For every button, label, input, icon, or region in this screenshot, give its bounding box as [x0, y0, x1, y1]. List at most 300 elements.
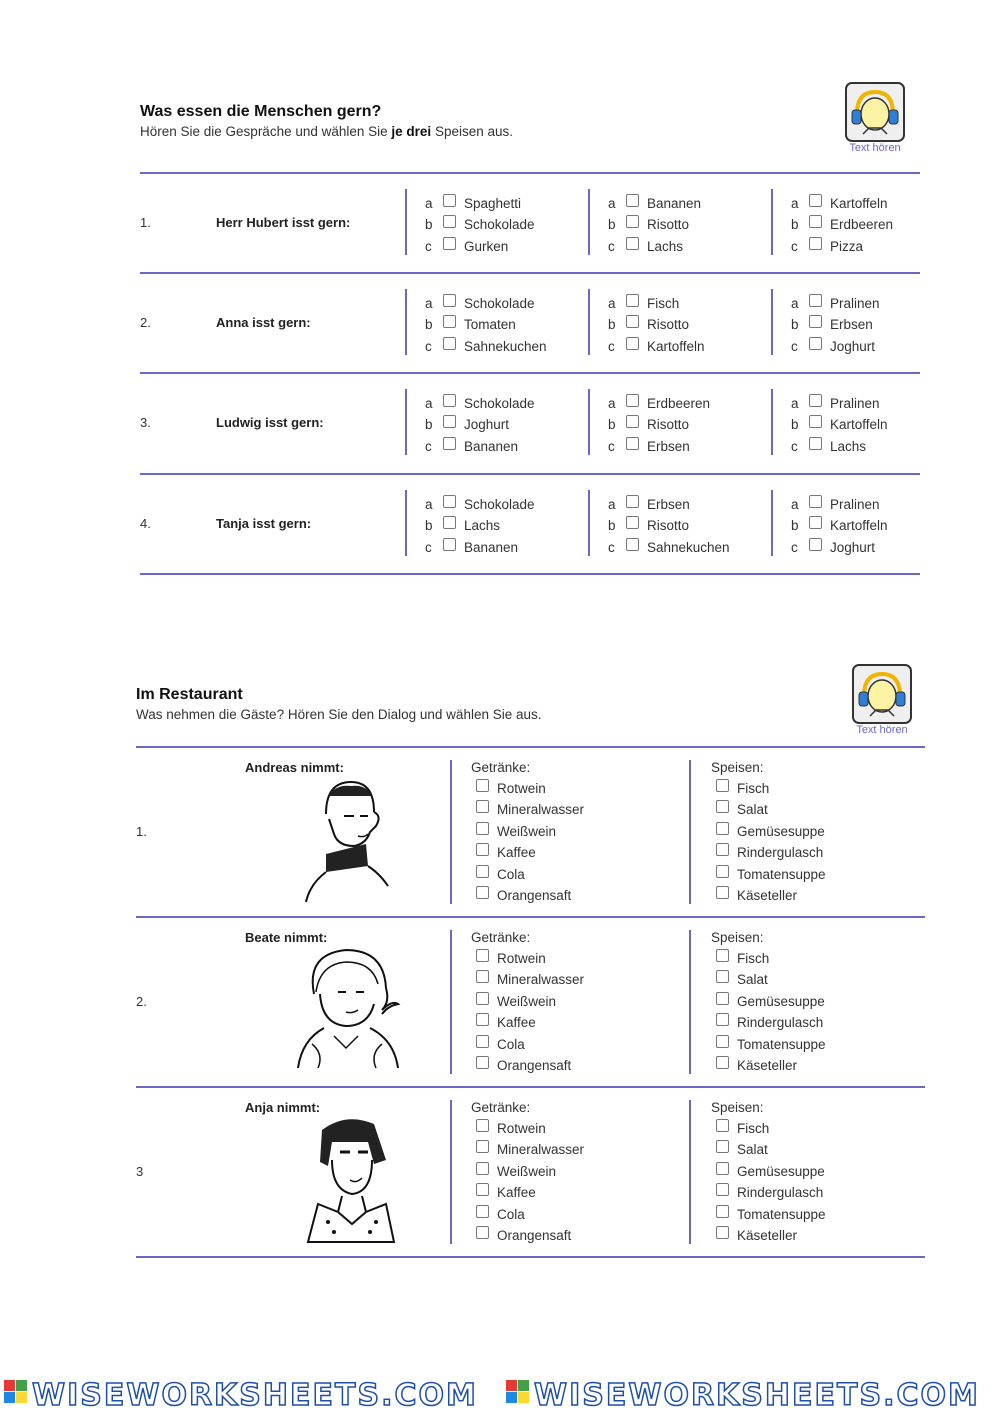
food-option[interactable] — [425, 493, 535, 515]
food-option[interactable] — [425, 292, 535, 314]
row-number: 3. — [140, 415, 151, 430]
option-checkbox[interactable] — [809, 237, 822, 250]
option-checkbox[interactable] — [716, 1013, 729, 1026]
option-checkbox[interactable] — [716, 843, 729, 856]
drink-option[interactable] — [476, 969, 584, 991]
headphones-icon — [845, 82, 905, 142]
option-label: Käseteller — [737, 888, 798, 903]
dish-option[interactable] — [716, 842, 823, 864]
food-option[interactable] — [608, 515, 689, 537]
option-label: Tomaten — [464, 317, 516, 332]
option-letter: a — [425, 295, 433, 311]
row-divider — [140, 372, 920, 374]
option-letter: c — [425, 338, 432, 354]
food-option[interactable] — [425, 536, 518, 558]
option-label: Schokolade — [464, 395, 535, 411]
option-label: Fisch — [737, 1120, 770, 1136]
option-checkbox[interactable] — [443, 415, 456, 428]
option-checkbox[interactable] — [626, 495, 639, 508]
column-divider — [689, 760, 691, 904]
option-letter: c — [425, 539, 432, 555]
drink-option[interactable] — [476, 1160, 556, 1182]
drink-option[interactable] — [476, 863, 525, 885]
option-letter: b — [791, 417, 799, 432]
option-checkbox[interactable] — [443, 215, 456, 228]
drink-option[interactable] — [476, 777, 546, 799]
option-checkbox[interactable] — [443, 194, 456, 207]
option-label: Kartoffeln — [647, 338, 705, 354]
option-letter: b — [608, 317, 616, 332]
option-letter: b — [791, 518, 799, 533]
row-divider — [136, 916, 925, 918]
instructions-emphasis: je drei — [391, 124, 432, 139]
option-checkbox[interactable] — [716, 1183, 729, 1196]
row-number: 1. — [136, 824, 147, 839]
food-option[interactable] — [608, 536, 730, 558]
option-label: Risotto — [647, 417, 690, 432]
option-letter: c — [608, 438, 615, 454]
option-label: Weißwein — [497, 993, 557, 1009]
option-checkbox[interactable] — [626, 294, 639, 307]
food-header: Speisen: — [711, 1100, 764, 1115]
option-checkbox[interactable] — [716, 1162, 729, 1175]
food-option[interactable] — [608, 192, 701, 214]
option-checkbox[interactable] — [476, 1205, 489, 1218]
drink-option[interactable] — [476, 947, 546, 969]
option-checkbox[interactable] — [443, 437, 456, 450]
option-checkbox[interactable] — [476, 1140, 489, 1153]
option-checkbox[interactable] — [716, 949, 729, 962]
food-option[interactable] — [791, 214, 893, 236]
option-label: Lachs — [647, 238, 684, 254]
option-letter: b — [425, 317, 433, 332]
option-checkbox[interactable] — [443, 337, 456, 350]
food-option[interactable] — [425, 214, 535, 236]
option-letter: b — [608, 217, 616, 232]
food-option[interactable] — [791, 493, 880, 515]
drinks-header: Getränke: — [471, 1100, 531, 1115]
person-label: Anja nimmt: — [245, 1100, 321, 1115]
drink-option[interactable] — [476, 1182, 536, 1204]
food-option[interactable] — [608, 392, 710, 414]
dish-option[interactable] — [716, 1117, 769, 1139]
food-option[interactable] — [608, 335, 705, 357]
option-letter: c — [608, 539, 615, 555]
option-label: Schokolade — [464, 295, 535, 311]
food-option[interactable] — [608, 435, 690, 457]
section2-instructions: Was nehmen die Gäste? Hören Sie den Dialog und wählen Sie aus. — [136, 707, 542, 722]
person-label: Anna isst gern: — [216, 315, 311, 330]
column-divider — [450, 1100, 452, 1244]
option-label: Bananen — [464, 539, 519, 555]
section2-title: Im Restaurant — [136, 686, 243, 703]
row-number: 3 — [136, 1164, 144, 1179]
row-number: 4. — [140, 516, 151, 531]
drink-option[interactable] — [476, 1117, 546, 1139]
option-checkbox[interactable] — [716, 1119, 729, 1132]
option-label: Gemüsesuppe — [737, 823, 825, 839]
dish-option[interactable] — [716, 1033, 826, 1055]
option-checkbox[interactable] — [809, 194, 822, 207]
drinks-header: Getränke: — [471, 760, 531, 775]
option-letter: a — [791, 395, 799, 411]
option-letter: c — [791, 338, 798, 354]
person-label: Ludwig isst gern: — [216, 415, 324, 430]
column-divider — [450, 760, 452, 904]
option-label: Orangensaft — [497, 1228, 572, 1243]
food-option[interactable] — [791, 392, 880, 414]
option-label: Pralinen — [830, 295, 880, 311]
option-letter: b — [608, 518, 616, 533]
section1-instructions — [140, 124, 513, 139]
option-label: Sahnekuchen — [464, 338, 547, 354]
dish-option[interactable] — [716, 969, 768, 991]
food-option[interactable] — [425, 392, 535, 414]
food-option[interactable] — [791, 314, 873, 336]
dish-option[interactable] — [716, 820, 825, 842]
option-checkbox[interactable] — [626, 516, 639, 529]
column-divider — [405, 389, 407, 455]
option-label: Mineralwasser — [497, 802, 585, 817]
food-option[interactable] — [425, 192, 521, 214]
drink-option[interactable] — [476, 799, 584, 821]
option-checkbox[interactable] — [626, 538, 639, 551]
food-option[interactable] — [791, 435, 866, 457]
row-number: 1. — [140, 215, 151, 230]
instructions-part1: Hören Sie die Gespräche und wählen Sie — [140, 124, 392, 139]
option-label: Joghurt — [830, 539, 876, 555]
food-option[interactable] — [608, 214, 689, 236]
drinks-header: Getränke: — [471, 930, 531, 945]
column-divider — [405, 490, 407, 556]
option-label: Cola — [497, 1036, 525, 1052]
option-letter: b — [425, 518, 433, 533]
option-letter: c — [425, 438, 432, 454]
option-checkbox[interactable] — [809, 394, 822, 407]
option-letter: b — [791, 217, 799, 232]
option-label: Mineralwasser — [497, 972, 585, 987]
option-checkbox[interactable] — [443, 516, 456, 529]
food-option[interactable] — [608, 314, 689, 336]
food-option[interactable] — [791, 536, 875, 558]
column-divider — [771, 289, 773, 355]
andreas-portrait-image — [296, 774, 396, 904]
person-label: Andreas nimmt: — [245, 760, 344, 775]
option-checkbox[interactable] — [716, 992, 729, 1005]
option-checkbox[interactable] — [476, 1119, 489, 1132]
option-checkbox[interactable] — [476, 949, 489, 962]
food-option[interactable] — [608, 493, 690, 515]
listen-audio-label[interactable]: Text hören — [849, 142, 901, 154]
food-option[interactable] — [425, 435, 518, 457]
option-label: Pizza — [830, 238, 864, 254]
option-label: Rindergulasch — [737, 1015, 824, 1030]
option-checkbox[interactable] — [476, 865, 489, 878]
option-letter: a — [608, 395, 616, 411]
option-label: Lachs — [464, 518, 501, 533]
option-checkbox[interactable] — [476, 970, 489, 983]
column-divider — [689, 930, 691, 1074]
food-option[interactable] — [791, 192, 888, 214]
food-option[interactable] — [791, 335, 875, 357]
dish-option[interactable] — [716, 885, 797, 907]
option-checkbox[interactable] — [626, 237, 639, 250]
dish-option[interactable] — [716, 1225, 797, 1247]
food-option[interactable] — [791, 292, 880, 314]
option-label: Orangensaft — [497, 888, 572, 903]
beate-portrait-image — [294, 944, 402, 1072]
food-option[interactable] — [425, 515, 500, 537]
option-letter: a — [425, 496, 433, 512]
column-divider — [588, 389, 590, 455]
option-checkbox[interactable] — [626, 415, 639, 428]
option-checkbox[interactable] — [809, 415, 822, 428]
drink-option[interactable] — [476, 1033, 525, 1055]
option-checkbox[interactable] — [626, 437, 639, 450]
option-letter: c — [791, 539, 798, 555]
option-label: Erbsen — [830, 317, 873, 332]
dish-option[interactable] — [716, 947, 769, 969]
option-label: Erbsen — [647, 496, 690, 512]
option-checkbox[interactable] — [809, 337, 822, 350]
option-checkbox[interactable] — [476, 1056, 489, 1069]
option-label: Salat — [737, 802, 768, 817]
person-label: Tanja isst gern: — [216, 516, 312, 531]
food-header: Speisen: — [711, 930, 764, 945]
option-letter: b — [425, 217, 433, 232]
option-checkbox[interactable] — [809, 516, 822, 529]
footer-watermark — [0, 1372, 1000, 1413]
option-label: Kartoffeln — [830, 417, 888, 432]
headphones-icon — [852, 664, 912, 724]
option-checkbox[interactable] — [626, 194, 639, 207]
dish-option[interactable] — [716, 1182, 823, 1204]
option-checkbox[interactable] — [476, 779, 489, 792]
option-label: Kaffee — [497, 845, 536, 860]
food-option[interactable] — [608, 292, 679, 314]
dish-option[interactable] — [716, 1055, 797, 1077]
option-checkbox[interactable] — [443, 315, 456, 328]
option-letter: a — [608, 496, 616, 512]
food-option[interactable] — [608, 414, 689, 436]
option-checkbox[interactable] — [626, 394, 639, 407]
option-letter: a — [608, 195, 616, 211]
option-checkbox[interactable] — [443, 538, 456, 551]
option-label: Schokolade — [464, 496, 535, 512]
column-divider — [771, 189, 773, 255]
option-label: Pralinen — [830, 496, 880, 512]
row-divider — [136, 1256, 925, 1258]
column-divider — [405, 189, 407, 255]
option-checkbox[interactable] — [443, 495, 456, 508]
option-label: Fisch — [737, 780, 770, 796]
drink-option[interactable] — [476, 1012, 536, 1034]
option-checkbox[interactable] — [716, 1056, 729, 1069]
option-checkbox[interactable] — [716, 1205, 729, 1218]
option-label: Käseteller — [737, 1228, 798, 1243]
option-letter: c — [608, 238, 615, 254]
option-label: Käseteller — [737, 1058, 798, 1073]
option-letter: a — [608, 295, 616, 311]
column-divider — [588, 289, 590, 355]
row-divider — [140, 473, 920, 475]
option-checkbox[interactable] — [716, 970, 729, 983]
option-checkbox[interactable] — [809, 437, 822, 450]
row-number: 2. — [140, 315, 151, 330]
option-checkbox[interactable] — [476, 822, 489, 835]
food-option[interactable] — [425, 335, 547, 357]
food-header: Speisen: — [711, 760, 764, 775]
option-checkbox[interactable] — [476, 800, 489, 813]
dish-option[interactable] — [716, 1203, 826, 1225]
option-checkbox[interactable] — [476, 992, 489, 1005]
column-divider — [405, 289, 407, 355]
dish-option[interactable] — [716, 1160, 825, 1182]
option-label: Cola — [497, 866, 525, 882]
row-number: 2. — [136, 994, 147, 1009]
option-label: Rindergulasch — [737, 845, 824, 860]
drink-option[interactable] — [476, 1225, 571, 1247]
option-checkbox[interactable] — [476, 1183, 489, 1196]
dish-option[interactable] — [716, 799, 768, 821]
option-letter: c — [425, 238, 432, 254]
section1-title: Was essen die Menschen gern? — [140, 103, 382, 120]
option-label: Salat — [737, 972, 768, 987]
dish-option[interactable] — [716, 1012, 823, 1034]
drink-option[interactable] — [476, 820, 556, 842]
column-divider — [588, 490, 590, 556]
option-checkbox[interactable] — [716, 779, 729, 792]
option-checkbox[interactable] — [476, 886, 489, 899]
option-letter: a — [425, 195, 433, 211]
option-label: Gemüsesuppe — [737, 993, 825, 1009]
option-letter: a — [791, 295, 799, 311]
option-checkbox[interactable] — [626, 315, 639, 328]
food-option[interactable] — [791, 235, 863, 257]
instructions-part2: Speisen aus. — [431, 124, 513, 139]
option-label: Gemüsesuppe — [737, 1163, 825, 1179]
option-letter: a — [791, 195, 799, 211]
option-label: Schokolade — [464, 217, 535, 232]
column-divider — [689, 1100, 691, 1244]
option-label: Kartoffeln — [830, 518, 888, 533]
anja-portrait-image — [302, 1112, 398, 1244]
option-label: Rotwein — [497, 1120, 546, 1136]
option-label: Salat — [737, 1142, 768, 1157]
option-checkbox[interactable] — [716, 886, 729, 899]
option-checkbox[interactable] — [716, 1035, 729, 1048]
option-checkbox[interactable] — [443, 294, 456, 307]
option-checkbox[interactable] — [626, 215, 639, 228]
row-divider — [140, 272, 920, 274]
column-divider — [588, 189, 590, 255]
listen-audio-label[interactable]: Text hören — [856, 724, 908, 736]
option-label: Kaffee — [497, 1185, 536, 1200]
option-checkbox[interactable] — [476, 843, 489, 856]
svg-text:WISEWORKSHEETS.COM: WISEWORKSHEETS.COM — [534, 1378, 980, 1413]
option-checkbox[interactable] — [476, 1013, 489, 1026]
option-checkbox[interactable] — [809, 315, 822, 328]
option-checkbox[interactable] — [626, 337, 639, 350]
option-checkbox[interactable] — [809, 294, 822, 307]
drink-option[interactable] — [476, 990, 556, 1012]
option-checkbox[interactable] — [716, 865, 729, 878]
food-option[interactable] — [425, 235, 508, 257]
drink-option[interactable] — [476, 842, 536, 864]
option-label: Rindergulasch — [737, 1185, 824, 1200]
option-checkbox[interactable] — [716, 1226, 729, 1239]
option-letter: c — [608, 338, 615, 354]
row-divider — [136, 1086, 925, 1088]
option-label: Kaffee — [497, 1015, 536, 1030]
option-label: Cola — [497, 1206, 525, 1222]
option-label: Bananen — [647, 195, 702, 211]
option-checkbox[interactable] — [716, 822, 729, 835]
drink-option[interactable] — [476, 1203, 525, 1225]
option-label: Rotwein — [497, 950, 546, 966]
dish-option[interactable] — [716, 990, 825, 1012]
food-option[interactable] — [608, 235, 683, 257]
option-label: Risotto — [647, 217, 690, 232]
option-label: Erbsen — [647, 438, 690, 454]
option-checkbox[interactable] — [716, 1140, 729, 1153]
listen-audio-button-1[interactable] — [844, 82, 906, 154]
option-label: Risotto — [647, 518, 690, 533]
option-label: Spaghetti — [464, 195, 522, 211]
food-option[interactable] — [425, 414, 509, 436]
option-checkbox[interactable] — [809, 215, 822, 228]
option-letter: c — [791, 238, 798, 254]
drink-option[interactable] — [476, 1055, 571, 1077]
option-label: Rotwein — [497, 780, 546, 796]
option-checkbox[interactable] — [476, 1035, 489, 1048]
option-checkbox[interactable] — [476, 1226, 489, 1239]
option-label: Sahnekuchen — [647, 539, 730, 555]
dish-option[interactable] — [716, 1139, 768, 1161]
option-checkbox[interactable] — [716, 800, 729, 813]
food-option[interactable] — [791, 515, 888, 537]
option-label: Erdbeeren — [647, 395, 711, 411]
row-divider — [140, 172, 920, 174]
option-label: Fisch — [737, 950, 770, 966]
svg-text:WISEWORKSHEETS.COM: WISEWORKSHEETS.COM — [32, 1378, 478, 1413]
option-checkbox[interactable] — [809, 538, 822, 551]
option-label: Bananen — [464, 438, 519, 454]
option-letter: a — [425, 395, 433, 411]
option-label: Tomatensuppe — [737, 1036, 826, 1052]
dish-option[interactable] — [716, 777, 769, 799]
dish-option[interactable] — [716, 863, 826, 885]
option-label: Joghurt — [830, 338, 876, 354]
option-checkbox[interactable] — [476, 1162, 489, 1175]
food-option[interactable] — [791, 414, 888, 436]
option-label: Fisch — [647, 295, 680, 311]
listen-audio-button-2[interactable] — [851, 664, 913, 736]
option-letter: c — [791, 438, 798, 454]
option-label: Kartoffeln — [830, 195, 888, 211]
option-label: Pralinen — [830, 395, 880, 411]
option-checkbox[interactable] — [443, 237, 456, 250]
row-divider — [140, 573, 920, 575]
option-label: Gurken — [464, 238, 509, 254]
food-option[interactable] — [425, 314, 516, 336]
row-divider — [136, 746, 925, 748]
drink-option[interactable] — [476, 1139, 584, 1161]
option-checkbox[interactable] — [443, 394, 456, 407]
drink-option[interactable] — [476, 885, 571, 907]
option-label: Weißwein — [497, 1163, 557, 1179]
option-checkbox[interactable] — [809, 495, 822, 508]
